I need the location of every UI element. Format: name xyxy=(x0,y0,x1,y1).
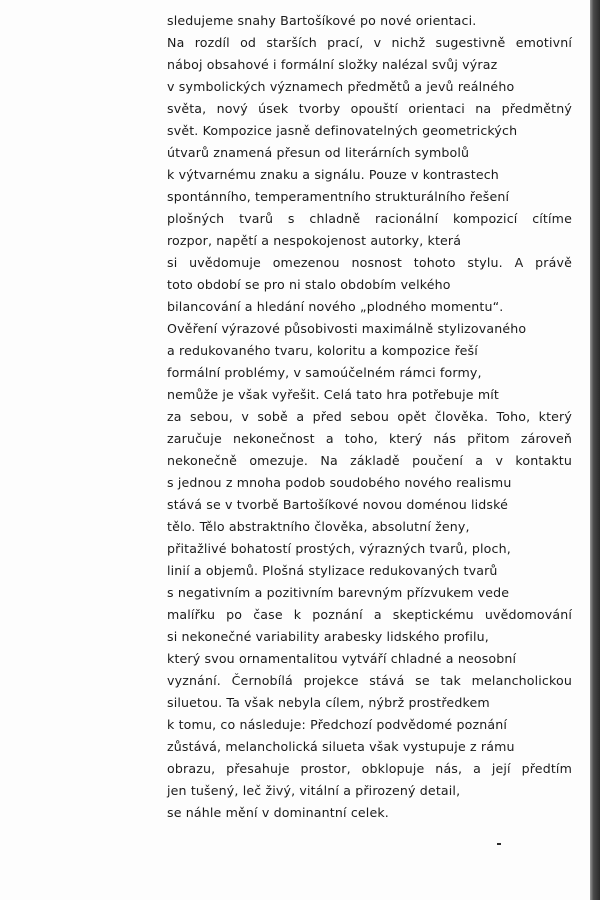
text-line: vyznání. Černobílá projekce stává se tak melancholickou xyxy=(167,673,572,688)
text-line: nemůže je však vyřešit. Celá tato hra potřebuje mít xyxy=(167,387,499,402)
text-line: přitažlivé bohatostí prostých, výrazných tvarů, ploch, xyxy=(167,541,511,556)
text-line: nekonečně omezuje. Na základě poučení a v kontaktu xyxy=(167,453,572,468)
text-line: rozpor, napětí a nespokojenost autorky, která xyxy=(167,233,462,248)
text-line: Na rozdíl od starších prací, v nichž sugestivně emotivní xyxy=(167,35,572,50)
text-line: plošných tvarů s chladně racionální kompozicí cítíme xyxy=(167,211,572,226)
text-line: sledujeme snahy Bartošíkové po nové orientaci. xyxy=(167,13,477,28)
text-line: který svou ornamentalitou vytváří chladné a neosobní xyxy=(167,651,517,666)
text-line: s negativním a pozitivním barevným přízvukem vede xyxy=(167,585,510,600)
text-line: k tomu, co následuje: Předchozí podvědomé poznání xyxy=(167,717,507,732)
text-line: útvarů znamená přesun od literárních symbolů xyxy=(167,145,470,160)
text-line: s jednou z mnoha podob soudobého nového realismu xyxy=(167,475,512,490)
stray-mark xyxy=(497,843,501,845)
text-line: Ověření výrazové působivosti maximálně stylizovaného xyxy=(167,321,527,336)
text-line: světa, nový úsek tvorby opouští orientaci na předmětný xyxy=(167,101,572,116)
text-line: za sebou, v sobě a před sebou opět člověka. Toho, který xyxy=(167,409,572,424)
text-line: spontánního, temperamentního strukturálního řešení xyxy=(167,189,510,204)
text-line: svět. Kompozice jasně definovatelných geometrických xyxy=(167,123,518,138)
text-line: k výtvarnému znaku a signálu. Pouze v kontrastech xyxy=(167,167,499,182)
text-line: tělo. Tělo abstraktního člověka, absolutní ženy, xyxy=(167,519,470,534)
text-line: si nekonečné variability arabesky lidského profilu, xyxy=(167,629,489,644)
text-line: malířku po čase k poznání a skeptickému uvědomování xyxy=(167,607,572,622)
text-line: se náhle mění v dominantní celek. xyxy=(167,805,389,820)
text-line: obrazu, přesahuje prostor, obklopuje nás, a její předtím xyxy=(167,761,572,776)
text-line: jen tušený, leč živý, vitální a přirozený detail, xyxy=(167,783,461,798)
text-line: a redukovaného tvaru, koloritu a kompozice řeší xyxy=(167,343,478,358)
text-line: zaručuje nekonečnost a toho, který nás přitom zároveň xyxy=(167,431,572,446)
text-line: linií a objemů. Plošná stylizace redukovaných tvarů xyxy=(167,563,498,578)
text-line: v symbolických významech předmětů a jevů reálného xyxy=(167,79,515,94)
page-edge-shadow xyxy=(590,0,600,900)
text-line: zůstává, melancholická silueta však vystupuje z rámu xyxy=(167,739,515,754)
body-text xyxy=(167,10,572,824)
text-line: si uvědomuje omezenou nosnost tohoto stylu. A právě xyxy=(167,255,572,270)
text-line: náboj obsahové i formální složky nalézal svůj výraz xyxy=(167,57,498,72)
text-line: toto období se pro ni stalo obdobím velkého xyxy=(167,277,451,292)
text-line: formální problémy, v samoúčelném rámci formy, xyxy=(167,365,482,380)
text-line: bilancování a hledání nového „plodného momentu“. xyxy=(167,299,504,314)
text-line: siluetou. Ta však nebyla cílem, nýbrž prostředkem xyxy=(167,695,490,710)
text-line: stává se v tvorbě Bartošíkové novou doménou lidské xyxy=(167,497,509,512)
